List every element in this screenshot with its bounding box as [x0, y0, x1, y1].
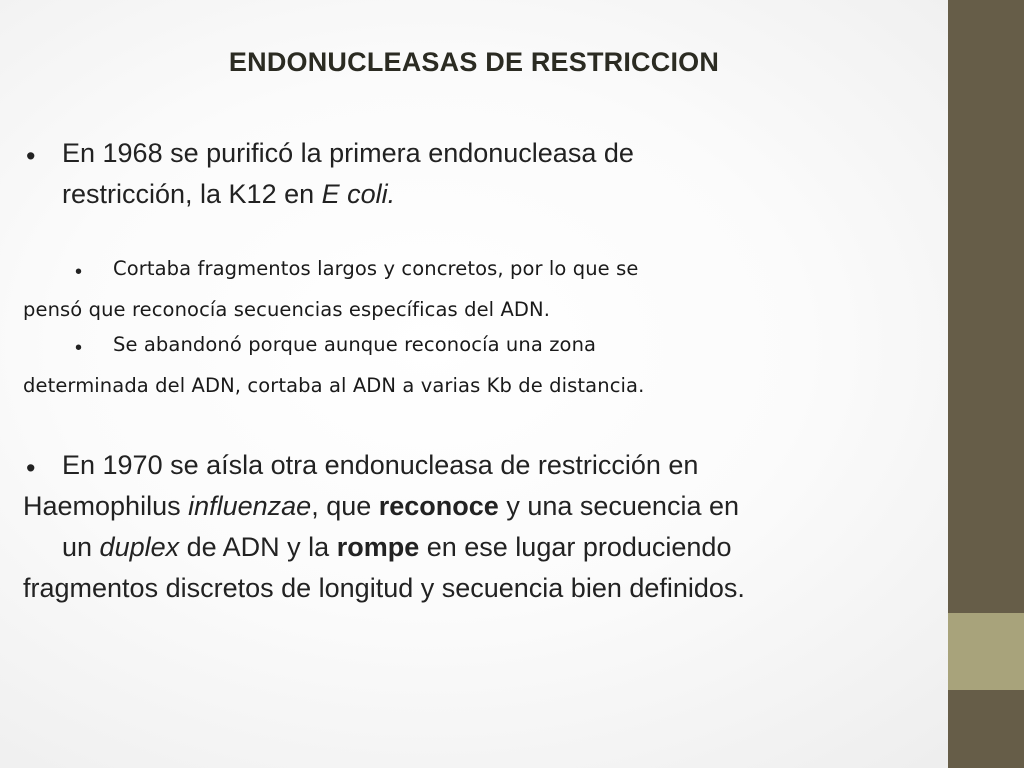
sidebar-accent-block	[948, 613, 1024, 690]
species-name-italic: influenzae	[188, 491, 312, 521]
sub-bullet-1-line-2: pensó que reconocía secuencias específicas del ADN.	[23, 298, 551, 321]
keyword-rompe: rompe	[336, 532, 420, 562]
sub-bullet-1: •	[75, 261, 83, 283]
slide-title: ENDONUCLEASAS DE RESTRICCION	[228, 47, 720, 77]
paragraph-1-line-1: En 1968 se purificó la primera endonucleasa de	[62, 138, 634, 168]
species-name: E coli.	[321, 179, 396, 209]
sub-bullet-2: •	[75, 337, 83, 359]
paragraph-2-line-1: En 1970 se aísla otra endonucleasa de restricción en	[62, 450, 699, 480]
sub-bullet-1-line-1: Cortaba fragmentos largos y concretos, por lo que se	[113, 257, 639, 280]
bullet-1: •	[26, 141, 36, 171]
keyword-reconoce: reconoce	[378, 491, 499, 521]
paragraph-2-line-3: un duplex de ADN y la rompe en ese lugar produciendo	[62, 532, 732, 562]
sub-bullet-2-line-2: determinada del ADN, cortaba al ADN a varias Kb de distancia.	[23, 374, 645, 397]
bullet-2: •	[26, 453, 36, 483]
term-duplex: duplex	[99, 532, 180, 562]
paragraph-1-line-2: restricción, la K12 en E coli.	[62, 179, 396, 209]
paragraph-2-line-2: Haemophilus influenzae, que reconoce y una secuencia en	[23, 491, 739, 521]
paragraph-2-line-4: fragmentos discretos de longitud y secuencia bien definidos.	[23, 573, 745, 603]
sub-bullet-2-line-1: Se abandonó porque aunque reconocía una zona	[113, 333, 597, 356]
